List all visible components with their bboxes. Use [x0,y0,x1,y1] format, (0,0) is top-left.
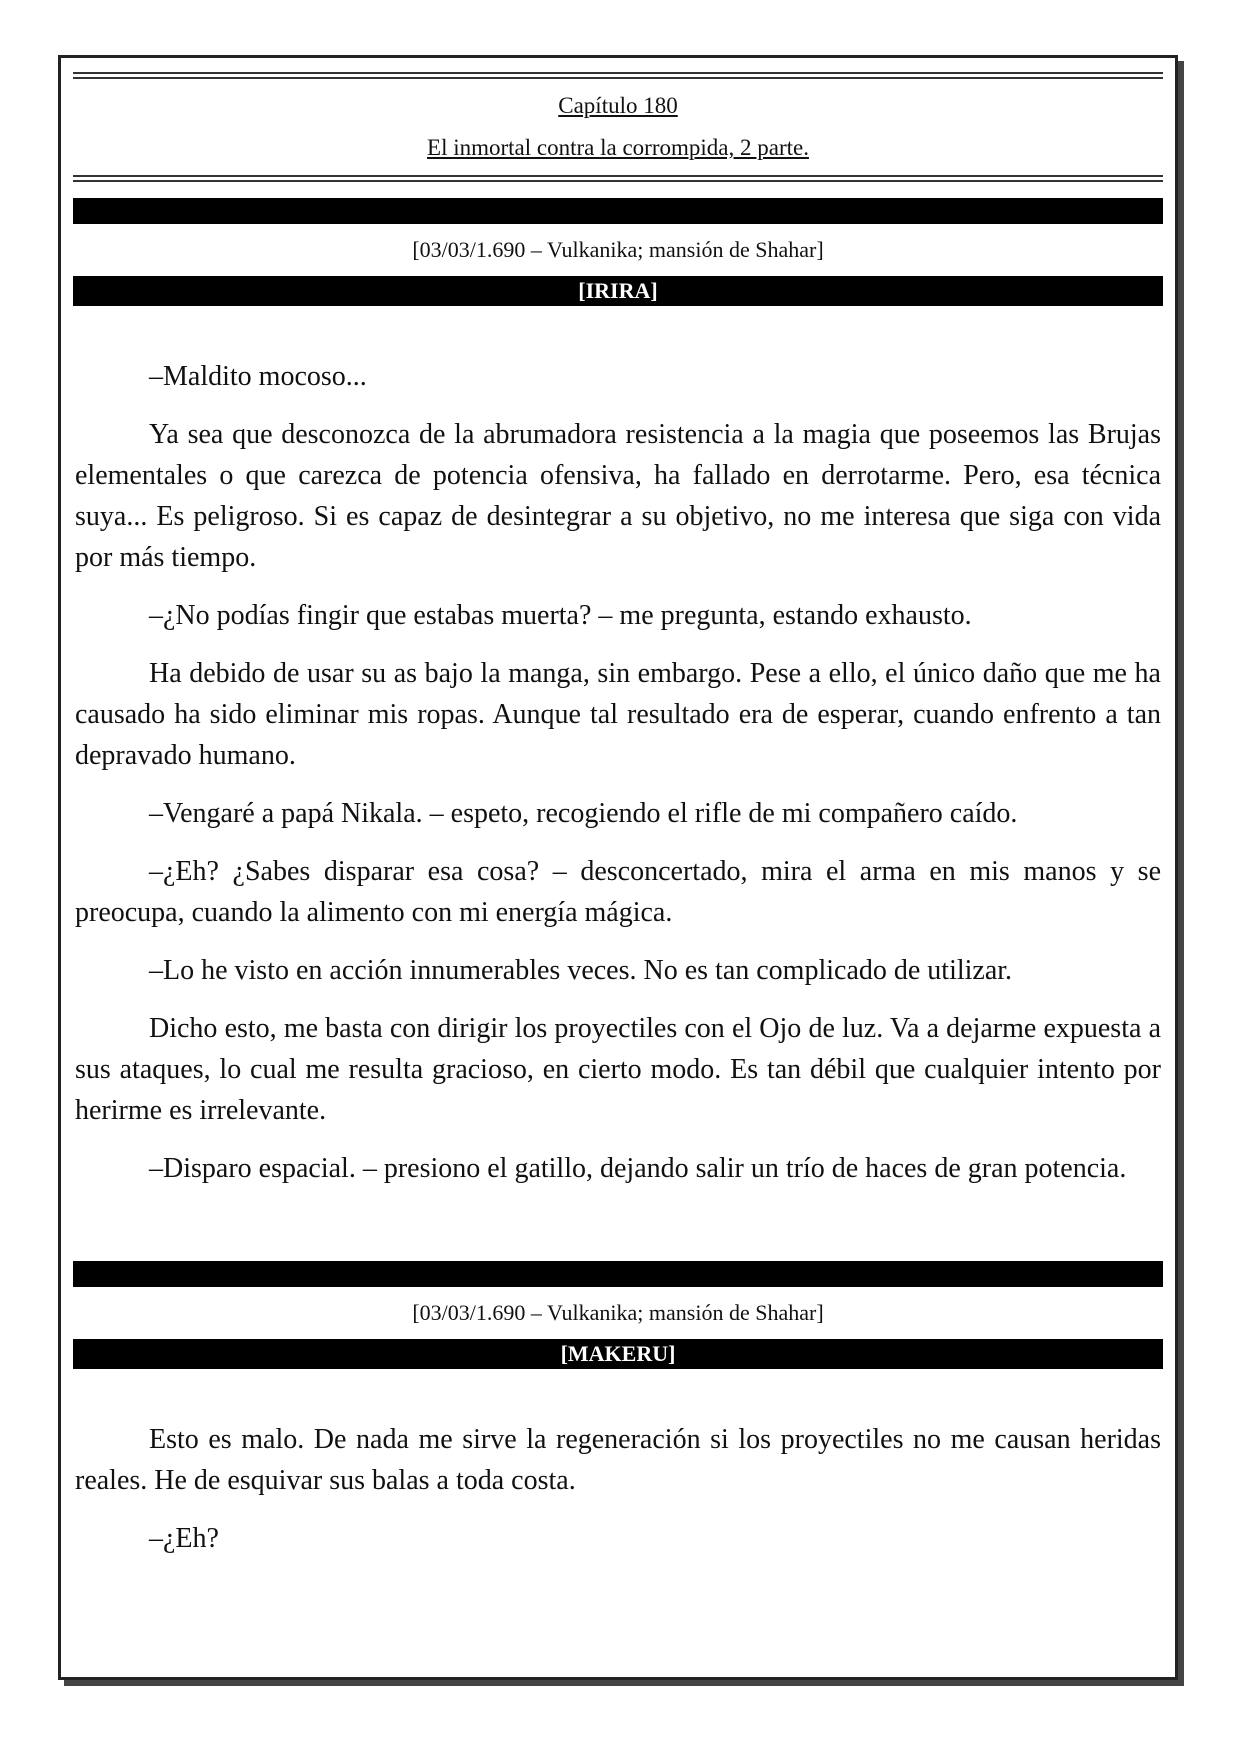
chapter-title: El inmortal contra la corrompida, 2 parte. [427,135,809,160]
paragraph: –Disparo espacial. – presiono el gatillo, dejando salir un trío de haces de gran potencia. [149,1153,1127,1184]
top-double-rule [73,72,1163,79]
chapter-number: Capítulo 180 [558,93,678,118]
scene-date: [03/03/1.690 – Vulkanika; mansión de Shahar] [412,1300,824,1325]
paragraph: –¿Eh? ¿Sabes disparar esa cosa? – desconcertado, mira el arma en mis manos y se preocupa, cuando la alimento con mi energía mágica. [75,856,1161,928]
paragraph: –Lo he visto en acción innumerables veces. No es tan complicado de utilizar. [149,955,1013,986]
scene-text [73,356,1163,1189]
paragraph: –Maldito mocoso... [149,361,367,392]
page-frame [58,55,1178,1680]
scene-text [73,1419,1163,1559]
paragraph: –¿Eh? [149,1523,219,1554]
paragraph: Ha debido de usar su as bajo la manga, sin embargo. Pese a ello, el único daño que me ha causado ha sido eliminar mis ropas. Aunque tal resultado era de esperar, cuando enfrento a tan depravado humano. [75,658,1161,771]
paragraph: Ya sea que desconozca de la abrumadora resistencia a la magia que poseemos las Brujas elementales o que carezca de potencia ofensiva, ha fallado en derrotarme. Pero, esa técnica suya... Es peligroso. Si es capaz de desintegrar a su objetivo, no me interesa que siga con vida por más tiempo. [75,419,1161,573]
page-content [73,72,1163,1576]
paragraph: Esto es malo. De nada me sirve la regeneración si los proyectiles no me causan heridas reales. He de esquivar sus balas a toda costa. [75,1424,1161,1496]
pov-label: [MAKERU] [73,1339,1163,1369]
scene-separator-bar [73,1261,1163,1287]
paragraph: –¿No podías fingir que estabas muerta? – me pregunta, estando exhausto. [149,600,972,631]
scene-separator-bar [73,198,1163,224]
pov-label: [IRIRA] [73,276,1163,306]
paragraph: Dicho esto, me basta con dirigir los proyectiles con el Ojo de luz. Va a dejarme expuesta a sus ataques, lo cual me resulta gracioso, en cierto modo. Es tan débil que cualquier intento por herirme es irrelevante. [75,1013,1161,1126]
scene-date: [03/03/1.690 – Vulkanika; mansión de Shahar] [412,237,824,262]
header-bottom-double-rule [73,175,1163,182]
paragraph: –Vengaré a papá Nikala. – espeto, recogiendo el rifle de mi compañero caído. [149,798,1018,829]
